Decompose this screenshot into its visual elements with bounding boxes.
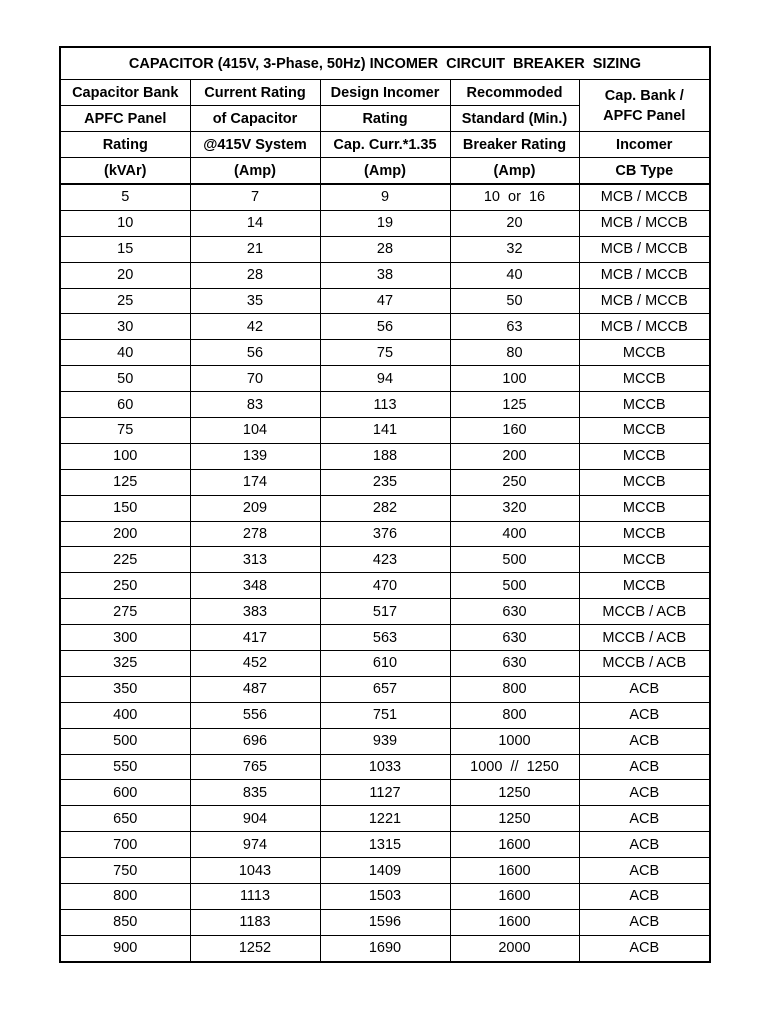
- design-cell: 94: [320, 366, 450, 392]
- current-cell: 348: [190, 573, 320, 599]
- kvar-cell: 275: [60, 599, 190, 625]
- current-cell: 28: [190, 262, 320, 288]
- breaker-cell: 1600: [450, 884, 579, 910]
- cb-type-cell: MCCB: [579, 573, 710, 599]
- cb-type-cell: ACB: [579, 728, 710, 754]
- breaker-cell: 320: [450, 495, 579, 521]
- table-row: [60, 418, 710, 444]
- cb-type-cell: MCCB / ACB: [579, 599, 710, 625]
- header-col5-top: [579, 80, 710, 132]
- cb-type-cell: MCCB: [579, 443, 710, 469]
- current-cell: 21: [190, 236, 320, 262]
- design-cell: 517: [320, 599, 450, 625]
- kvar-cell: 200: [60, 521, 190, 547]
- kvar-cell: 100: [60, 443, 190, 469]
- cb-type-cell: MCCB: [579, 340, 710, 366]
- kvar-cell: 75: [60, 418, 190, 444]
- header-col3-line2: Rating: [320, 106, 450, 132]
- design-cell: 188: [320, 443, 450, 469]
- design-cell: 1409: [320, 858, 450, 884]
- current-cell: 35: [190, 288, 320, 314]
- cb-type-cell: MCCB: [579, 392, 710, 418]
- cb-type-cell: MCCB / ACB: [579, 625, 710, 651]
- kvar-cell: 650: [60, 806, 190, 832]
- kvar-cell: 800: [60, 884, 190, 910]
- breaker-cell: 800: [450, 702, 579, 728]
- header-col4-unit: (Amp): [450, 158, 579, 185]
- cb-type-cell: MCB / MCCB: [579, 236, 710, 262]
- cb-type-cell: ACB: [579, 806, 710, 832]
- table-row: [60, 236, 710, 262]
- kvar-cell: 850: [60, 909, 190, 935]
- design-cell: 423: [320, 547, 450, 573]
- table-row: [60, 210, 710, 236]
- table-row: [60, 780, 710, 806]
- kvar-cell: 125: [60, 469, 190, 495]
- kvar-cell: 25: [60, 288, 190, 314]
- header-col5-line4: CB Type: [579, 158, 710, 185]
- breaker-cell: 80: [450, 340, 579, 366]
- current-cell: 42: [190, 314, 320, 340]
- breaker-cell: 100: [450, 366, 579, 392]
- current-cell: 452: [190, 651, 320, 677]
- design-cell: 563: [320, 625, 450, 651]
- table-row: [60, 909, 710, 935]
- breaker-cell: 200: [450, 443, 579, 469]
- design-cell: 282: [320, 495, 450, 521]
- current-cell: 383: [190, 599, 320, 625]
- header-col1-line1: Capacitor Bank: [60, 80, 190, 106]
- header-col4-line1: Recommoded: [450, 80, 579, 106]
- design-cell: 376: [320, 521, 450, 547]
- design-cell: 1315: [320, 832, 450, 858]
- design-cell: 113: [320, 392, 450, 418]
- breaker-cell: 1000 // 1250: [450, 754, 579, 780]
- cb-type-cell: ACB: [579, 754, 710, 780]
- design-cell: 38: [320, 262, 450, 288]
- cb-type-cell: MCB / MCCB: [579, 210, 710, 236]
- breaker-cell: 1600: [450, 832, 579, 858]
- current-cell: 174: [190, 469, 320, 495]
- kvar-cell: 50: [60, 366, 190, 392]
- table-title: CAPACITOR (415V, 3-Phase, 50Hz) INCOMER CIRCUIT BREAKER SIZING: [60, 47, 710, 80]
- cb-type-cell: ACB: [579, 676, 710, 702]
- table-row: [60, 392, 710, 418]
- current-cell: 417: [190, 625, 320, 651]
- breaker-cell: 125: [450, 392, 579, 418]
- kvar-cell: 250: [60, 573, 190, 599]
- header-col5-line3: Incomer: [579, 132, 710, 158]
- design-cell: 47: [320, 288, 450, 314]
- current-cell: 83: [190, 392, 320, 418]
- breaker-cell: 630: [450, 599, 579, 625]
- current-cell: 7: [190, 184, 320, 210]
- header-col2-line3: @415V System: [190, 132, 320, 158]
- current-cell: 209: [190, 495, 320, 521]
- breaker-cell: 1000: [450, 728, 579, 754]
- kvar-cell: 5: [60, 184, 190, 210]
- cb-type-cell: ACB: [579, 702, 710, 728]
- kvar-cell: 30: [60, 314, 190, 340]
- header-col5-line2: APFC Panel: [603, 107, 686, 124]
- table-row: [60, 599, 710, 625]
- current-cell: 1043: [190, 858, 320, 884]
- design-cell: 1596: [320, 909, 450, 935]
- header-col2-line2: of Capacitor: [190, 106, 320, 132]
- breaker-cell: 2000: [450, 935, 579, 961]
- header-col1-unit: (kVAr): [60, 158, 190, 185]
- cb-type-cell: MCB / MCCB: [579, 184, 710, 210]
- current-cell: 974: [190, 832, 320, 858]
- current-cell: 696: [190, 728, 320, 754]
- design-cell: 19: [320, 210, 450, 236]
- design-cell: 1127: [320, 780, 450, 806]
- kvar-cell: 10: [60, 210, 190, 236]
- breaker-cell: 20: [450, 210, 579, 236]
- breaker-sizing-table: [59, 46, 711, 963]
- header-col3-unit: (Amp): [320, 158, 450, 185]
- design-cell: 56: [320, 314, 450, 340]
- kvar-cell: 300: [60, 625, 190, 651]
- header-col4-line3: Breaker Rating: [450, 132, 579, 158]
- breaker-cell: 630: [450, 651, 579, 677]
- design-cell: 939: [320, 728, 450, 754]
- cb-type-cell: ACB: [579, 935, 710, 961]
- table-row: [60, 884, 710, 910]
- breaker-cell: 10 or 16: [450, 184, 579, 210]
- cb-type-cell: ACB: [579, 884, 710, 910]
- table-row: [60, 262, 710, 288]
- cb-type-cell: ACB: [579, 909, 710, 935]
- current-cell: 904: [190, 806, 320, 832]
- table-row: [60, 832, 710, 858]
- table-row: [60, 184, 710, 210]
- header-col1-line3: Rating: [60, 132, 190, 158]
- current-cell: 139: [190, 443, 320, 469]
- cb-type-cell: ACB: [579, 832, 710, 858]
- design-cell: 235: [320, 469, 450, 495]
- cb-type-cell: MCB / MCCB: [579, 262, 710, 288]
- kvar-cell: 550: [60, 754, 190, 780]
- table-row: [60, 625, 710, 651]
- current-cell: 765: [190, 754, 320, 780]
- cb-type-cell: ACB: [579, 858, 710, 884]
- kvar-cell: 600: [60, 780, 190, 806]
- table-body: [60, 184, 710, 962]
- current-cell: 1183: [190, 909, 320, 935]
- breaker-cell: 1600: [450, 858, 579, 884]
- cb-type-cell: MCCB: [579, 418, 710, 444]
- kvar-cell: 20: [60, 262, 190, 288]
- current-cell: 14: [190, 210, 320, 236]
- header-col2-unit: (Amp): [190, 158, 320, 185]
- table-row: [60, 676, 710, 702]
- design-cell: 28: [320, 236, 450, 262]
- table-row: [60, 858, 710, 884]
- breaker-cell: 800: [450, 676, 579, 702]
- header-col2-line1: Current Rating: [190, 80, 320, 106]
- table-row: [60, 366, 710, 392]
- cb-type-cell: MCB / MCCB: [579, 314, 710, 340]
- kvar-cell: 225: [60, 547, 190, 573]
- header-col4-line2: Standard (Min.): [450, 106, 579, 132]
- header-col3-line3: Cap. Curr.*1.35: [320, 132, 450, 158]
- kvar-cell: 500: [60, 728, 190, 754]
- breaker-cell: 40: [450, 262, 579, 288]
- design-cell: 1690: [320, 935, 450, 961]
- kvar-cell: 700: [60, 832, 190, 858]
- table-row: [60, 728, 710, 754]
- kvar-cell: 150: [60, 495, 190, 521]
- breaker-cell: 400: [450, 521, 579, 547]
- cb-type-cell: MCCB: [579, 495, 710, 521]
- cb-type-cell: ACB: [579, 780, 710, 806]
- table-row: [60, 443, 710, 469]
- cb-type-cell: MCB / MCCB: [579, 288, 710, 314]
- current-cell: 278: [190, 521, 320, 547]
- current-cell: 70: [190, 366, 320, 392]
- design-cell: 1503: [320, 884, 450, 910]
- design-cell: 610: [320, 651, 450, 677]
- kvar-cell: 350: [60, 676, 190, 702]
- header-col3-line1: Design Incomer: [320, 80, 450, 106]
- table-row: [60, 469, 710, 495]
- current-cell: 56: [190, 340, 320, 366]
- table-row: [60, 495, 710, 521]
- table-row: [60, 314, 710, 340]
- design-cell: 657: [320, 676, 450, 702]
- design-cell: 470: [320, 573, 450, 599]
- design-cell: 75: [320, 340, 450, 366]
- table-row: [60, 521, 710, 547]
- table-row: [60, 340, 710, 366]
- cb-type-cell: MCCB / ACB: [579, 651, 710, 677]
- current-cell: 835: [190, 780, 320, 806]
- kvar-cell: 900: [60, 935, 190, 961]
- table-row: [60, 288, 710, 314]
- current-cell: 1113: [190, 884, 320, 910]
- breaker-cell: 1250: [450, 780, 579, 806]
- table-row: [60, 754, 710, 780]
- current-cell: 1252: [190, 935, 320, 961]
- current-cell: 556: [190, 702, 320, 728]
- breaker-cell: 50: [450, 288, 579, 314]
- breaker-cell: 500: [450, 573, 579, 599]
- kvar-cell: 325: [60, 651, 190, 677]
- breaker-sizing-sheet: [59, 46, 709, 963]
- breaker-cell: 1250: [450, 806, 579, 832]
- cb-type-cell: MCCB: [579, 469, 710, 495]
- header-col5-line1: Cap. Bank /: [604, 87, 684, 104]
- kvar-cell: 15: [60, 236, 190, 262]
- current-cell: 487: [190, 676, 320, 702]
- kvar-cell: 60: [60, 392, 190, 418]
- kvar-cell: 750: [60, 858, 190, 884]
- current-cell: 104: [190, 418, 320, 444]
- breaker-cell: 500: [450, 547, 579, 573]
- header-col1-line2: APFC Panel: [60, 106, 190, 132]
- table-row: [60, 806, 710, 832]
- breaker-cell: 32: [450, 236, 579, 262]
- breaker-cell: 1600: [450, 909, 579, 935]
- current-cell: 313: [190, 547, 320, 573]
- breaker-cell: 160: [450, 418, 579, 444]
- breaker-cell: 250: [450, 469, 579, 495]
- design-cell: 9: [320, 184, 450, 210]
- table-row: [60, 547, 710, 573]
- cb-type-cell: MCCB: [579, 521, 710, 547]
- kvar-cell: 40: [60, 340, 190, 366]
- breaker-cell: 63: [450, 314, 579, 340]
- table-row: [60, 702, 710, 728]
- cb-type-cell: MCCB: [579, 366, 710, 392]
- cb-type-cell: MCCB: [579, 547, 710, 573]
- design-cell: 1033: [320, 754, 450, 780]
- design-cell: 1221: [320, 806, 450, 832]
- table-row: [60, 935, 710, 961]
- breaker-cell: 630: [450, 625, 579, 651]
- design-cell: 751: [320, 702, 450, 728]
- kvar-cell: 400: [60, 702, 190, 728]
- table-row: [60, 651, 710, 677]
- table-row: [60, 573, 710, 599]
- design-cell: 141: [320, 418, 450, 444]
